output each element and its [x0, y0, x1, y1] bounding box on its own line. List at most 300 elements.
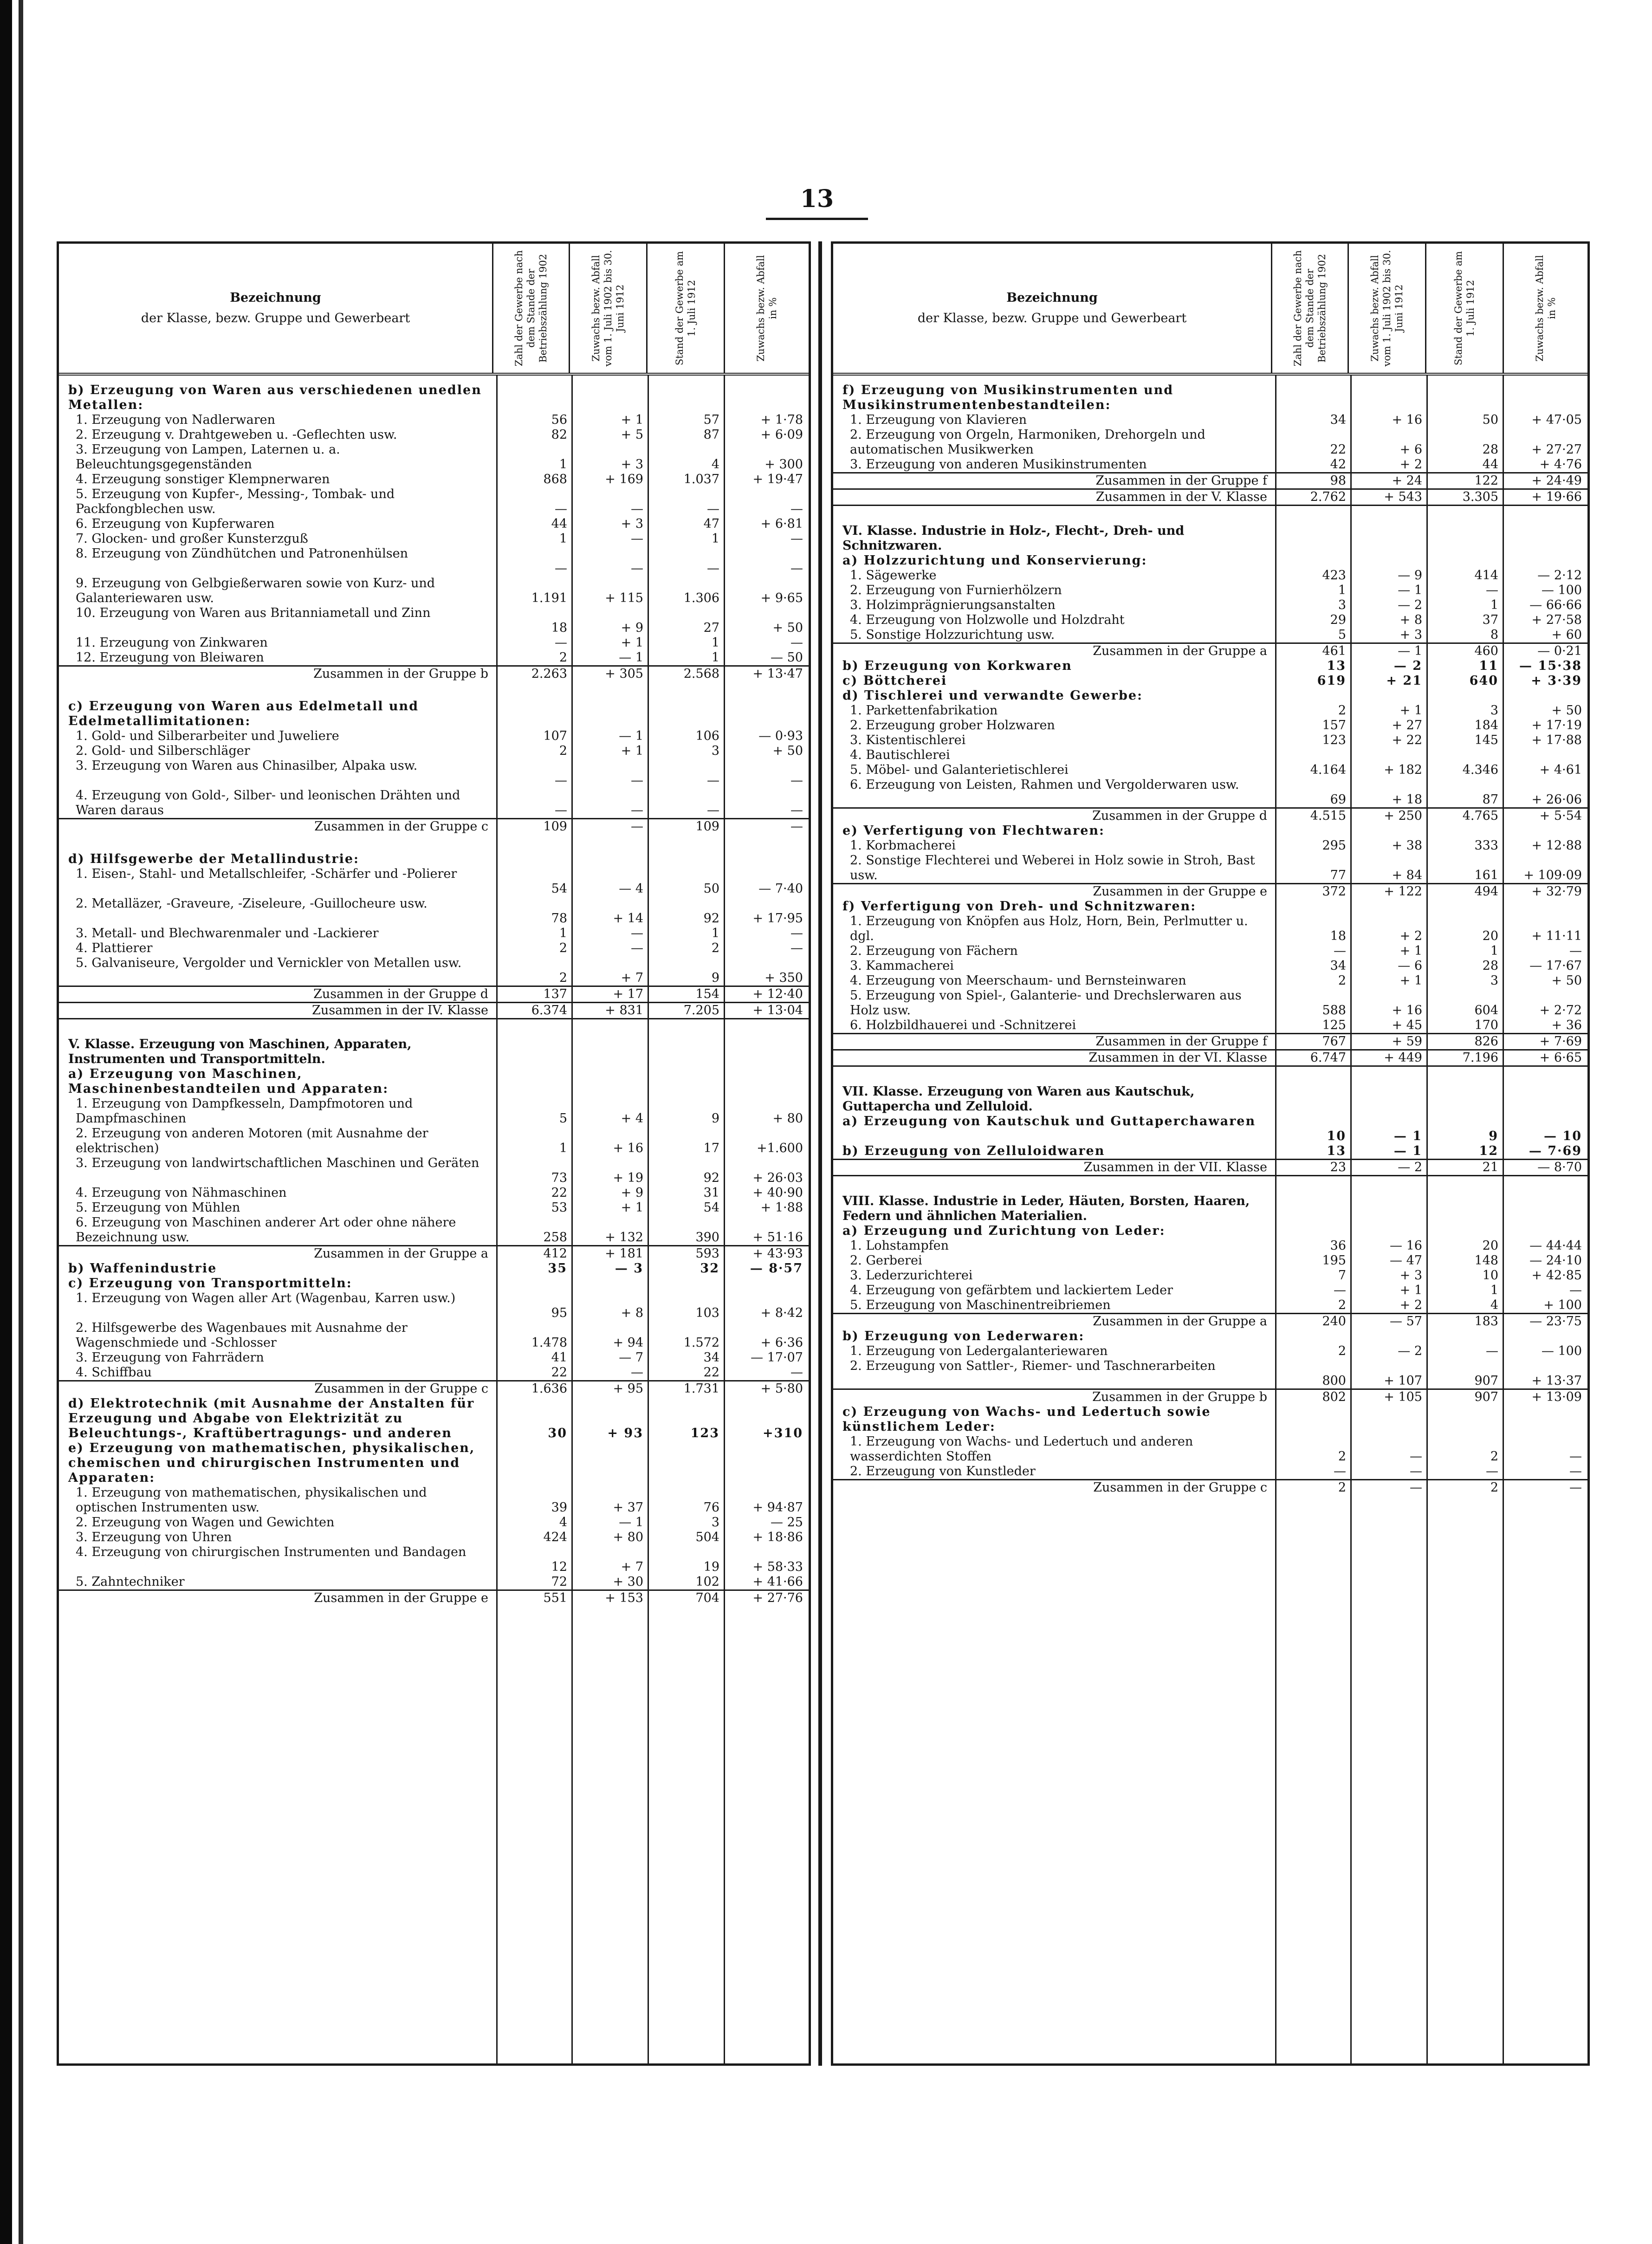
- value-1912: 9: [1489, 1129, 1498, 1143]
- table-row: [59, 1200, 809, 1215]
- value-percent: — 0·93: [758, 729, 803, 743]
- value-1912: 4.346: [1462, 763, 1498, 777]
- value-1912: 31: [703, 1186, 719, 1200]
- table-row: [833, 944, 1587, 959]
- value-percent: — 10: [1544, 1129, 1582, 1143]
- row-label: 1. Gold- und Silberarbeiter und Juweliere: [76, 729, 339, 743]
- table-row: [833, 703, 1587, 718]
- row-label: Zusammen in der Gruppe e: [314, 1591, 488, 1605]
- value-change: + 169: [605, 472, 643, 486]
- table-row: [59, 487, 809, 517]
- value-percent: + 40·90: [752, 1186, 803, 1200]
- row-label: 4. Erzeugung von chirurgischen Instrumenten und Bandagen: [76, 1545, 466, 1559]
- section-heading-row: [833, 1329, 1587, 1344]
- value-percent: —: [1569, 1283, 1582, 1297]
- row-label: Zusammen in der Gruppe a: [1093, 644, 1267, 658]
- row-label: Zusammen in der Gruppe e: [1093, 884, 1267, 899]
- value-change: + 16: [1392, 413, 1422, 427]
- row-label: 4. Erzeugung von gefärbtem und lackiertem Leder: [850, 1283, 1173, 1297]
- row-label: b) Erzeugung von Zelluloidwaren: [842, 1144, 1105, 1158]
- group-subtotal-row: [833, 1388, 1587, 1405]
- header-col-count-1912: Stand der Gewerbe am 1. Juli 1912: [646, 244, 724, 373]
- value-percent: —: [790, 773, 803, 788]
- row-label: 2. Erzeugung von Furnierhölzern: [850, 583, 1062, 597]
- value-percent: + 58·33: [752, 1560, 803, 1574]
- value-change: + 122: [1384, 884, 1422, 899]
- value-1902: 123: [1322, 733, 1346, 747]
- value-1902: 2: [559, 744, 567, 758]
- value-change: —: [1410, 1480, 1422, 1495]
- value-change: + 45: [1392, 1018, 1422, 1032]
- value-percent: —: [790, 941, 803, 955]
- value-1912: 183: [1474, 1314, 1498, 1329]
- table-row: [833, 1239, 1587, 1253]
- value-1902: 800: [1322, 1374, 1346, 1388]
- value-1902: 4: [559, 1515, 567, 1530]
- value-percent: +310: [763, 1426, 803, 1440]
- table-body: [59, 376, 809, 2065]
- value-1902: 1: [559, 532, 567, 546]
- class-heading-row: [833, 1084, 1587, 1114]
- value-change: — 2: [1398, 1344, 1422, 1358]
- value-1912: 12: [1479, 1144, 1498, 1158]
- group-subtotal-row: [833, 883, 1587, 899]
- value-change: + 94: [613, 1336, 643, 1350]
- value-1912: 106: [695, 729, 719, 743]
- value-1902: 54: [551, 882, 567, 896]
- value-1912: 640: [1469, 674, 1498, 688]
- value-change: — 47: [1390, 1253, 1422, 1268]
- row-label: Zusammen in der Gruppe f: [1095, 473, 1267, 488]
- value-change: + 19: [613, 1171, 643, 1185]
- value-1912: 1.572: [683, 1336, 719, 1350]
- value-percent: + 26·06: [1531, 792, 1582, 807]
- row-label: 2. Hilfsgewerbe des Wagenbaues mit Ausnahme der Wagenschmiede und -Schlosser: [76, 1321, 408, 1350]
- row-spacer: [59, 1019, 809, 1037]
- table-row: [833, 718, 1587, 733]
- row-label: Zusammen in der Gruppe b: [1092, 1390, 1267, 1404]
- row-label: 2. Erzeugung grober Holzwaren: [850, 718, 1055, 733]
- table-row: [59, 1515, 809, 1530]
- value-percent: — 100: [1541, 583, 1582, 597]
- value-change: + 4: [621, 1111, 643, 1126]
- row-label: 3. Erzeugung von anderen Musikinstrumenten: [850, 457, 1147, 472]
- table-rows: [833, 376, 1587, 1495]
- value-percent: —: [1569, 1449, 1582, 1464]
- value-percent: + 41·66: [752, 1575, 803, 1589]
- group-subtotal-row: [833, 1313, 1587, 1329]
- value-1912: 3: [1490, 973, 1498, 988]
- value-1912: 20: [1482, 929, 1498, 943]
- value-percent: —: [790, 636, 803, 650]
- row-label: Zusammen in der Gruppe c: [314, 1381, 488, 1396]
- value-1912: 1: [711, 650, 719, 665]
- value-1902: 77: [1330, 868, 1346, 882]
- row-label: b) Waffenindustrie: [68, 1261, 217, 1276]
- value-percent: + 36: [1551, 1018, 1582, 1032]
- value-percent: — 44·44: [1529, 1239, 1582, 1253]
- value-1912: 1: [711, 926, 719, 940]
- value-1912: 604: [1474, 1003, 1498, 1018]
- value-percent: + 300: [764, 457, 803, 472]
- table-row: [833, 959, 1587, 973]
- row-label: a) Erzeugung von Maschinen, Maschinenbestandteilen und Apparaten:: [68, 1067, 389, 1096]
- row-label: 1. Erzeugung von Wachs- und Ledertuch und anderen wasserdichten Stoffen: [850, 1434, 1193, 1464]
- header-subtitle: der Klasse, bezw. Gruppe und Gewerbeart: [141, 311, 410, 325]
- row-label: c) Böttcherei: [842, 674, 947, 688]
- value-1902: 1.191: [531, 591, 567, 605]
- value-1912: 414: [1474, 568, 1498, 583]
- value-change: + 93: [607, 1426, 643, 1440]
- scan-edge-line: [19, 0, 23, 2244]
- row-label: Zusammen in der VII. Klasse: [1083, 1160, 1267, 1174]
- row-label: Zusammen in der IV. Klasse: [312, 1003, 488, 1018]
- value-percent: + 19·66: [1531, 490, 1582, 504]
- value-percent: + 1·88: [760, 1200, 803, 1215]
- value-change: + 3: [1399, 1268, 1422, 1283]
- group-subtotal-row: [833, 642, 1587, 659]
- value-1912: —: [707, 803, 719, 817]
- row-label: 3. Erzeugung von Lampen, Laternen u. a. Beleuchtungsgegenständen: [76, 442, 340, 472]
- row-label: 2. Erzeugung von Wagen und Gewichten: [76, 1515, 335, 1530]
- value-percent: + 60: [1551, 628, 1582, 642]
- header-title: Bezeichnung: [1006, 291, 1098, 305]
- group-subtotal-row: [59, 1380, 809, 1396]
- value-percent: + 19·47: [752, 472, 803, 486]
- value-1902: 2: [1338, 703, 1346, 718]
- value-1912: 1.037: [683, 472, 719, 486]
- value-change: + 8: [1399, 613, 1422, 627]
- row-label: 3. Erzeugung von Fahrrädern: [76, 1350, 264, 1365]
- value-percent: — 2·12: [1537, 568, 1582, 583]
- value-1902: 4.164: [1310, 763, 1346, 777]
- value-percent: —: [1569, 1480, 1582, 1495]
- group-subtotal-row: [833, 1033, 1587, 1049]
- center-divider: [818, 241, 822, 2066]
- value-percent: + 13·47: [752, 667, 803, 681]
- group-subtotal-row: [59, 818, 809, 834]
- row-label: d) Tischlerei und verwandte Gewerbe:: [842, 688, 1143, 703]
- row-label: 5. Erzeugung von Kupfer-, Messing-, Tombak- und Packfongblechen usw.: [76, 487, 395, 516]
- page-number: 13: [766, 185, 868, 220]
- value-1902: 5: [559, 1111, 567, 1126]
- header-label-cell: [833, 244, 1271, 373]
- value-1912: 50: [1482, 413, 1498, 427]
- value-change: + 132: [605, 1230, 643, 1245]
- row-spacer: [833, 1067, 1587, 1084]
- row-label: 2. Erzeugung von anderen Motoren (mit Ausnahme der elektrischen): [76, 1126, 428, 1155]
- row-label: 12. Erzeugung von Bleiwaren: [76, 650, 264, 665]
- value-percent: — 100: [1541, 1344, 1582, 1358]
- section-heading-row: [833, 1144, 1587, 1159]
- value-change: —: [631, 532, 643, 546]
- value-1912: 11: [1479, 659, 1498, 673]
- header-col-count-1902: Zahl der Gewerbe nach dem Stande der Betriebszählung 1902: [492, 244, 569, 373]
- value-change: + 8: [621, 1306, 643, 1320]
- value-change: + 107: [1384, 1374, 1422, 1388]
- value-change: + 59: [1392, 1034, 1422, 1049]
- section-heading-row: [833, 899, 1587, 914]
- value-1912: 32: [700, 1261, 719, 1276]
- value-1912: 2: [1490, 1449, 1498, 1464]
- value-change: + 1: [1399, 703, 1422, 718]
- value-change: + 182: [1384, 763, 1422, 777]
- value-1912: 154: [695, 987, 719, 1001]
- value-change: + 1: [1399, 1283, 1422, 1297]
- right-statistics-table: [831, 241, 1590, 2066]
- table-row: [833, 853, 1587, 883]
- table-row: [59, 546, 809, 576]
- value-change: — 1: [1398, 583, 1422, 597]
- value-percent: + 3·39: [1531, 674, 1582, 688]
- row-label: 6. Erzeugung von Kupferwaren: [76, 517, 275, 531]
- value-1912: 9: [711, 971, 719, 985]
- value-change: — 2: [1398, 1160, 1422, 1174]
- value-1912: 184: [1474, 718, 1498, 733]
- group-subtotal-row: [833, 1479, 1587, 1495]
- value-change: + 21: [1386, 674, 1422, 688]
- section-heading-row: [59, 852, 809, 867]
- row-label: 5. Erzeugung von Maschinentreibriemen: [850, 1298, 1111, 1312]
- value-1902: 29: [1330, 613, 1346, 627]
- row-label: 6. Erzeugung von Maschinen anderer Art oder ohne nähere Bezeichnung usw.: [76, 1215, 456, 1245]
- group-subtotal-row: [59, 1245, 809, 1261]
- row-label: 5. Erzeugung von Spiel-, Galanterie- und Drechslerwaren aus Holz usw.: [850, 988, 1242, 1018]
- scan-edge-shadow: [0, 0, 12, 2244]
- section-heading-row: [833, 1114, 1587, 1144]
- value-change: + 1: [1399, 973, 1422, 988]
- value-1902: 1: [559, 457, 567, 472]
- value-percent: + 109·09: [1523, 868, 1582, 882]
- row-label: 5. Erzeugung von Mühlen: [76, 1200, 240, 1215]
- value-change: + 5: [621, 428, 643, 442]
- value-percent: + 7·69: [1539, 1034, 1582, 1049]
- value-1902: 39: [551, 1500, 567, 1515]
- value-change: — 1: [1393, 1129, 1422, 1143]
- table-row: [833, 748, 1587, 763]
- value-percent: + 51·16: [752, 1230, 803, 1245]
- value-1902: 802: [1322, 1390, 1346, 1404]
- value-change: + 153: [605, 1591, 643, 1605]
- table-row: [833, 988, 1587, 1018]
- value-1902: 2: [559, 941, 567, 955]
- header-col-change: Zuwachs bezw. Abfall vom 1. Juli 1902 bis 30. Juni 1912: [1348, 244, 1425, 373]
- value-1912: 9: [711, 1111, 719, 1126]
- value-1912: 148: [1474, 1253, 1498, 1268]
- table-row: [59, 1350, 809, 1365]
- class-total-row: [833, 1159, 1587, 1176]
- value-change: + 24: [1392, 473, 1422, 488]
- table-row: [59, 1186, 809, 1200]
- value-1912: 3.305: [1462, 490, 1498, 504]
- value-change: — 2: [1393, 659, 1422, 673]
- value-percent: + 12·40: [752, 987, 803, 1001]
- value-percent: + 8·42: [760, 1306, 803, 1320]
- table-row: [59, 926, 809, 941]
- value-change: + 1: [621, 744, 643, 758]
- table-row: [833, 1253, 1587, 1268]
- value-percent: + 50: [772, 621, 803, 635]
- value-1902: 12: [551, 1560, 567, 1574]
- value-percent: — 66·66: [1529, 598, 1582, 612]
- header-label-cell: [59, 244, 492, 373]
- value-percent: + 17·19: [1531, 718, 1582, 733]
- row-spacer: [833, 506, 1587, 524]
- value-percent: + 80: [772, 1111, 803, 1126]
- value-1902: 22: [551, 1186, 567, 1200]
- value-1902: 2.263: [531, 667, 567, 681]
- value-change: — 4: [619, 882, 643, 896]
- table-row: [59, 472, 809, 487]
- section-heading-row: [59, 1396, 809, 1441]
- value-percent: — 25: [771, 1515, 803, 1530]
- value-1912: —: [1486, 1344, 1498, 1358]
- value-1902: 98: [1330, 473, 1346, 488]
- value-percent: —: [790, 561, 803, 576]
- table-row: [59, 442, 809, 472]
- row-label: 3. Erzeugung von Uhren: [76, 1530, 232, 1544]
- table-row: [833, 838, 1587, 853]
- row-label: 1. Erzeugung von Klavieren: [850, 413, 1027, 427]
- value-change: + 80: [613, 1530, 643, 1544]
- row-label: f) Erzeugung von Musikinstrumenten und Musikinstrumentenbestandteilen:: [842, 383, 1174, 412]
- value-1912: 44: [1482, 457, 1498, 472]
- table-row: [833, 598, 1587, 613]
- table-header: [59, 244, 809, 376]
- value-1912: 1: [711, 636, 719, 650]
- value-1912: 161: [1474, 868, 1498, 882]
- header-title: Bezeichnung: [230, 291, 321, 305]
- value-percent: —: [790, 502, 803, 516]
- section-heading-row: [833, 824, 1587, 838]
- value-percent: + 27·27: [1531, 442, 1582, 457]
- row-label: 5. Galvaniseure, Vergolder und Vernickler von Metallen usw.: [76, 956, 462, 970]
- value-change: — 57: [1390, 1314, 1422, 1329]
- value-1902: 56: [551, 413, 567, 427]
- value-1902: 2: [559, 650, 567, 665]
- value-percent: — 50: [771, 650, 803, 665]
- value-percent: + 18·86: [752, 1530, 803, 1544]
- row-label: a) Erzeugung von Kautschuk und Guttaperchawaren: [842, 1114, 1256, 1128]
- value-percent: + 13·04: [752, 1003, 803, 1018]
- value-1902: 34: [1330, 413, 1346, 427]
- class-heading-row: [833, 524, 1587, 553]
- table-row: [833, 1268, 1587, 1283]
- value-percent: —: [790, 803, 803, 817]
- value-1902: 34: [1330, 959, 1346, 973]
- row-label: 1. Korbmacherei: [850, 838, 956, 853]
- table-row: [833, 568, 1587, 583]
- value-change: + 305: [605, 667, 643, 681]
- value-1902: 372: [1322, 884, 1346, 899]
- value-change: —: [631, 819, 643, 834]
- class-heading-row: [833, 1194, 1587, 1224]
- row-label: 8. Erzeugung von Zündhütchen und Patronenhülsen: [76, 546, 408, 561]
- section-heading-row: [833, 688, 1587, 703]
- row-label: 2. Erzeugung von Sattler-, Riemer- und Taschnerarbeiten: [850, 1359, 1216, 1373]
- group-subtotal-row: [59, 665, 809, 681]
- value-percent: + 50: [772, 744, 803, 758]
- table-row: [833, 583, 1587, 598]
- value-1912: 1: [1490, 944, 1498, 958]
- group-subtotal-row: [833, 807, 1587, 824]
- row-label: 1. Sägewerke: [850, 568, 937, 583]
- value-change: — 1: [1393, 1144, 1422, 1158]
- value-percent: + 42·85: [1531, 1268, 1582, 1283]
- row-label: 4. Erzeugung von Nähmaschinen: [76, 1186, 287, 1200]
- row-label: 1. Lohstampfen: [850, 1239, 949, 1253]
- value-percent: — 23·75: [1529, 1314, 1582, 1329]
- value-percent: — 8·70: [1537, 1160, 1582, 1174]
- row-label: 2. Gold- und Silberschläger: [76, 744, 250, 758]
- value-percent: — 7·40: [758, 882, 803, 896]
- value-1902: 72: [551, 1575, 567, 1589]
- value-1902: 6.747: [1310, 1051, 1346, 1065]
- value-1912: 826: [1474, 1034, 1498, 1049]
- table-row: [59, 744, 809, 759]
- row-label: 9. Erzeugung von Gelbgießerwaren sowie von Kurz- und Galanteriewaren usw.: [76, 576, 435, 605]
- value-1912: 3: [711, 1515, 719, 1530]
- table-row: [59, 1575, 809, 1589]
- row-label: 4. Schiffbau: [76, 1365, 152, 1380]
- table-row: [833, 778, 1587, 807]
- table-row: [59, 1485, 809, 1515]
- table-row: [833, 613, 1587, 628]
- table-header: [833, 244, 1587, 376]
- row-label: 6. Holzbildhauerei und -Schnitzerei: [850, 1018, 1076, 1032]
- value-1912: 92: [703, 911, 719, 926]
- value-percent: + 4·76: [1539, 457, 1582, 472]
- table-row: [833, 1359, 1587, 1388]
- value-percent: +1.600: [757, 1141, 803, 1155]
- value-percent: + 5·54: [1539, 809, 1582, 823]
- row-label: 4. Erzeugung von Gold-, Silber- und leonischen Drähten und Waren daraus: [76, 788, 460, 817]
- value-1902: 868: [543, 472, 567, 486]
- row-label: Zusammen in der Gruppe d: [313, 987, 488, 1001]
- row-label: 5. Sonstige Holzzurichtung usw.: [850, 628, 1055, 642]
- value-1912: 92: [703, 1171, 719, 1185]
- value-1902: 1: [559, 926, 567, 940]
- value-change: — 9: [1398, 568, 1422, 583]
- value-percent: + 32·79: [1531, 884, 1582, 899]
- section-heading-row: [833, 1405, 1587, 1434]
- value-1912: 22: [703, 1365, 719, 1380]
- value-1912: 57: [703, 413, 719, 427]
- value-1912: 7.196: [1462, 1051, 1498, 1065]
- value-1912: 17: [703, 1141, 719, 1155]
- value-1912: 1.731: [683, 1381, 719, 1396]
- table-row: [833, 457, 1587, 472]
- row-label: 3. Kammacherei: [850, 959, 954, 973]
- table-row: [833, 1434, 1587, 1464]
- table-row: [59, 1126, 809, 1156]
- value-1912: 122: [1474, 473, 1498, 488]
- value-1902: —: [555, 636, 567, 650]
- value-1902: 78: [551, 911, 567, 926]
- table-row: [59, 650, 809, 665]
- row-spacer: [833, 1176, 1587, 1194]
- row-label: b) Erzeugung von Lederwaren:: [842, 1329, 1085, 1343]
- table-row: [59, 759, 809, 788]
- value-1912: 2: [711, 941, 719, 955]
- row-label: b) Erzeugung von Korkwaren: [842, 659, 1072, 673]
- row-label: e) Erzeugung von mathematischen, physikalischen, chemischen und chirurgischen Instrumenten und Apparaten:: [68, 1441, 475, 1485]
- value-percent: + 26·03: [752, 1171, 803, 1185]
- value-percent: —: [790, 532, 803, 546]
- value-percent: + 4·61: [1539, 763, 1582, 777]
- table-row: [59, 788, 809, 818]
- table-rows: [59, 376, 809, 1606]
